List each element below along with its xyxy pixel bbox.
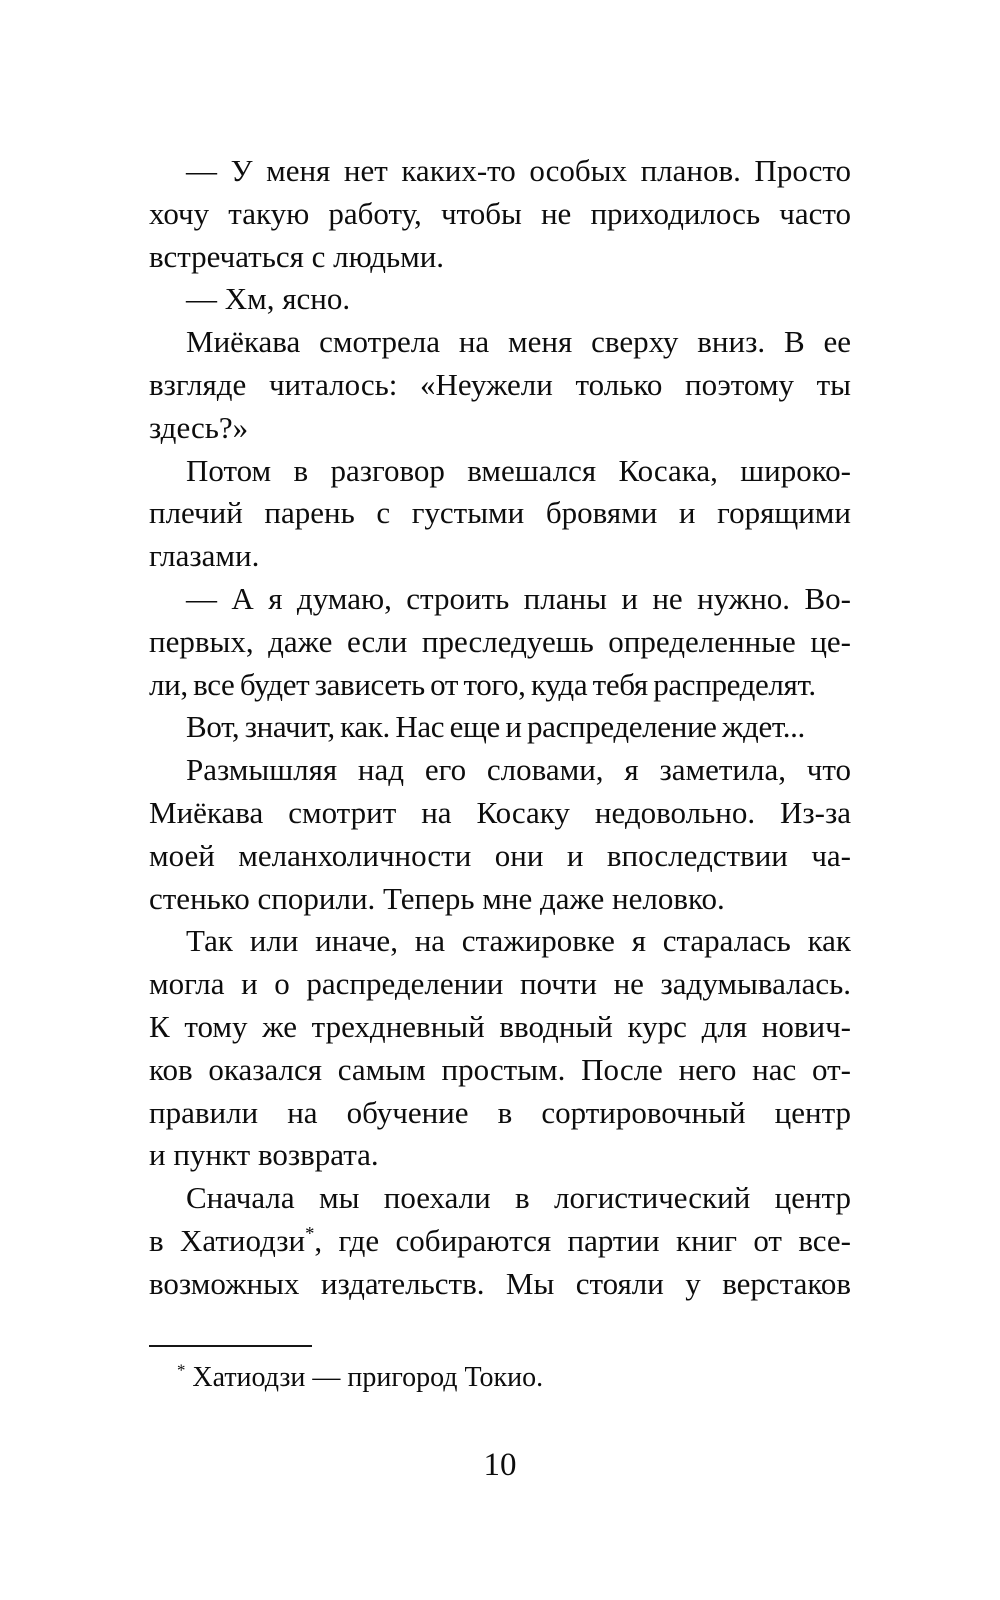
text-run: хочу такую работу, чтобы не приходилось часто [149,195,851,231]
text-run: здесь?» [149,409,249,445]
text-line [149,749,851,792]
text-run: возможных издательств. Мы стояли у верстаков [149,1265,851,1301]
text-line [149,578,851,621]
text-run: первых, даже если преследуешь определенные це- [149,623,851,659]
text-run: моей меланхоличности они и впоследствии ча- [149,837,851,873]
text-run: Хатиодзи — пригород Токио. [185,1362,544,1393]
text-run: — Хм, ясно. [186,281,351,317]
footnote-text [149,1360,851,1396]
text-run: Потом в разговор вмешался Косака, широко- [186,452,851,488]
text-run: глазами. [149,538,260,574]
footnote-marker: * [177,1360,186,1380]
text-line [149,1177,851,1220]
text-run: стенько спорили. Теперь мне даже неловко. [149,880,725,916]
text-run: правили на обучение в сортировочный центр [149,1094,851,1130]
text-run: могла и о распределении почти не задумывалась. [149,966,851,1002]
text-line [149,278,851,321]
text-run: — У меня нет каких-то особых планов. Просто [186,153,851,188]
text-line [149,150,851,193]
text-line [149,1220,851,1263]
text-line [149,1134,851,1177]
text-line [149,321,851,364]
text-line [149,364,851,407]
text-line [149,706,851,749]
text-line [149,664,851,707]
text-run: Размышляя над его словами, я заметила, что [186,752,851,788]
text-run: Сначала мы поехали в логистический центр [186,1180,851,1216]
text-line [149,407,851,450]
text-line [149,1049,851,1092]
text-line [149,963,851,1006]
footnote-separator [149,1345,312,1347]
text-line [149,193,851,236]
text-run: ли, все будет зависеть от того, куда тебя распределят. [149,666,816,702]
text-run: взгляде читалось: «Неужели только поэтому ты [149,366,851,402]
text-line [149,792,851,835]
text-run: и пункт возврата. [149,1137,379,1173]
page-text-block [149,150,851,1306]
text-line [149,1263,851,1306]
text-run: в Хатиодзи [149,1222,306,1258]
text-run: Миёкава смотрит на Косаку недовольно. Из-за [149,794,851,830]
text-run: — А я думаю, строить планы и не нужно. Во- [186,580,851,616]
text-run: Миёкава смотрела на меня сверху вниз. В ее [186,324,851,360]
text-run: плечий парень с густыми бровями и горящими [149,495,851,531]
footnote-marker: * [305,1223,315,1245]
text-line [149,878,851,921]
text-line [149,492,851,535]
text-run: Вот, значит, как. Нас еще и распределение ждет... [186,709,805,745]
text-line [149,450,851,493]
text-line [149,621,851,664]
text-run: , где собираются партии книг от все- [314,1222,851,1258]
text-run: К тому же трехдневный вводный курс для нович- [149,1008,851,1044]
text-line [149,1006,851,1049]
page-number: 10 [483,1447,517,1483]
text-line [149,535,851,578]
text-line [149,835,851,878]
text-line [149,1092,851,1135]
text-line [149,920,851,963]
text-run: ков оказался самым простым. После него нас от- [149,1051,851,1087]
text-line [149,236,851,279]
text-run: Так или иначе, на стажировке я старалась как [186,923,851,959]
text-run: встречаться с людьми. [149,238,445,274]
